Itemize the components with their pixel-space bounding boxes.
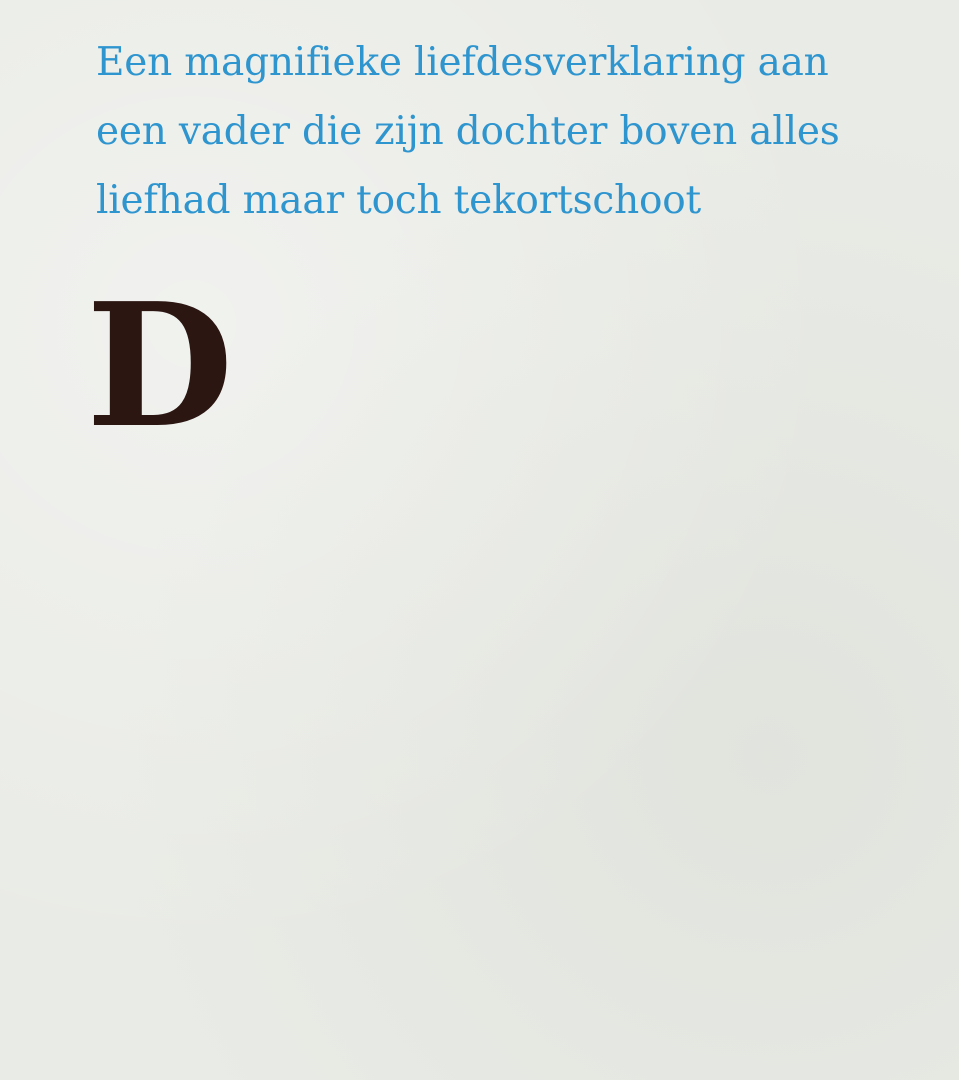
blurb-line	[94, 552, 894, 606]
headline-line: liefhad maar toch tekortschoot	[96, 178, 702, 223]
blurb-text	[94, 280, 894, 1042]
blurb-line	[94, 878, 894, 932]
blurb-line	[94, 770, 894, 824]
headline	[96, 28, 896, 235]
headline-line: een vader die zijn dochter boven alles	[96, 109, 840, 154]
blurb-line	[94, 334, 894, 388]
blurb-line	[94, 661, 894, 715]
blurb-line	[94, 987, 894, 1041]
blurb-line	[94, 443, 894, 497]
blurb-line	[94, 933, 894, 987]
blurb-line	[94, 606, 894, 660]
drop-cap: D	[86, 266, 234, 466]
blurb-line	[94, 824, 894, 878]
headline-line: Een magnifieke liefdesverklaring aan	[96, 40, 829, 85]
blurb-line	[94, 715, 894, 769]
blurb-line	[94, 389, 894, 443]
blurb-line	[94, 280, 894, 334]
blurb-line	[94, 498, 894, 552]
